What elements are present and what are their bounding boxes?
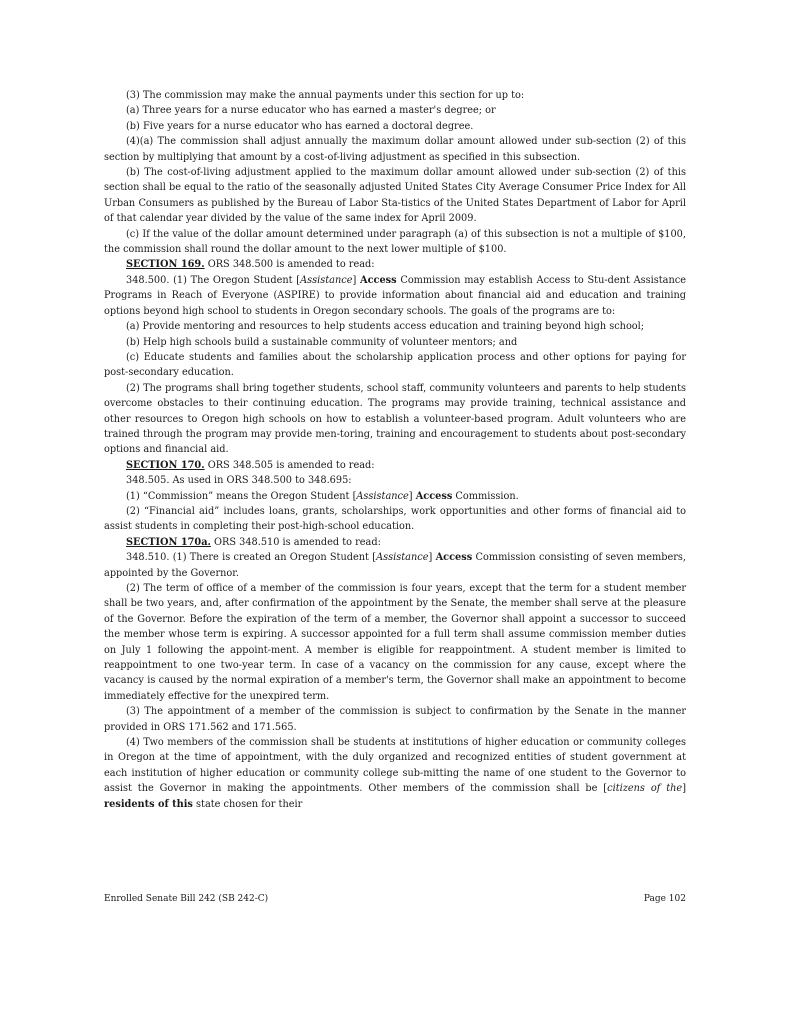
text-run: (a) Provide mentoring and resources to help students access education and training beyond high school; bbox=[126, 321, 645, 333]
section-heading bbox=[104, 535, 686, 550]
text-run: ] bbox=[428, 552, 436, 564]
text-run: (4)(a) The commission shall adjust annually the maximum dollar amount allowed under sub-section (2) of this section by multiplying that amount by a cost-of-living adjustment as specified in this subsection. bbox=[104, 136, 686, 163]
page-footer bbox=[104, 894, 686, 904]
paragraph bbox=[104, 473, 686, 488]
deleted-text: Assistance bbox=[300, 274, 353, 286]
text-run: ORS 348.500 is amended to read: bbox=[204, 259, 375, 271]
section-label: SECTION 170a. bbox=[126, 536, 211, 548]
paragraph bbox=[104, 165, 686, 227]
paragraph bbox=[104, 273, 686, 319]
footer-page-number: Page 102 bbox=[643, 894, 686, 904]
text-run: (3) The commission may make the annual payments under this section for up to: bbox=[126, 90, 525, 101]
paragraph bbox=[104, 350, 686, 381]
paragraph bbox=[104, 581, 686, 704]
section-heading bbox=[104, 458, 686, 473]
paragraph bbox=[104, 504, 686, 535]
text-run: ORS 348.510 is amended to read: bbox=[210, 536, 381, 548]
text-run: (c) If the value of the dollar amount determined under paragraph (a) of this subsection is not a multiple of $100, the commission shall round the dollar amount to the next lower multiple of $100. bbox=[104, 228, 686, 256]
text-run: ORS 348.505 is amended to read: bbox=[204, 459, 375, 471]
text-run: ] bbox=[352, 274, 361, 286]
paragraph bbox=[104, 489, 686, 504]
deleted-text: Assistance bbox=[356, 490, 409, 502]
inserted-text: Access bbox=[435, 552, 473, 564]
text-run: state chosen for their bbox=[192, 798, 303, 810]
document-body bbox=[104, 88, 686, 812]
text-run: (b) Help high schools build a sustainable community of volunteer mentors; and bbox=[126, 336, 518, 348]
text-run: (c) Educate students and families about the scholarship application process and other options for paying for post-secondary education. bbox=[104, 351, 686, 379]
text-run: Commission consisting of seven members, appointed by the Governor. bbox=[104, 552, 686, 579]
deleted-text: Assistance bbox=[376, 552, 429, 564]
paragraph bbox=[104, 88, 686, 103]
paragraph bbox=[104, 103, 686, 118]
footer-bill-title: Enrolled Senate Bill 242 (SB 242-C) bbox=[104, 894, 269, 904]
paragraph bbox=[104, 227, 686, 258]
text-run: (4) Two members of the commission shall be students at institutions of higher education or community colleges in Oregon at the time of appointment, with the duly organized and recognized entities of student government at each institution of higher education or community college sub-mitting the name of one student to the Governor to assist the Governor in making the appointments. Other members of the commission shall be [ bbox=[104, 737, 686, 795]
text-run: (1) “Commission” means the Oregon Student [ bbox=[126, 490, 357, 502]
text-run: Commission. bbox=[452, 490, 519, 502]
paragraph bbox=[104, 735, 686, 812]
text-run: ] bbox=[408, 490, 416, 502]
paragraph bbox=[104, 319, 686, 334]
text-run: 348.510. (1) There is created an Oregon Student [ bbox=[126, 552, 377, 564]
text-run: (2) The term of office of a member of the commission is four years, except that the term for a student member shall be two years, and, after confirmation of the appointment by the Senate, the member shall serve at the pleasure of the Governor. Before the expiration of the term of a member, the Governor shall appoint a successor to succeed the member whose term is expiring. A successor appointed for a full term shall assume commission member duties on July 1 following the appoint-ment. A member is eligible for reappointment. A student member is limited to reappointment to one two-year term. In case of a vacancy on the commission for any cause, except where the vacancy is caused by the normal expiration of a member's term, the Governor shall make an appointment to become immediately effective for the unexpired term. bbox=[104, 583, 686, 702]
text-run: 348.500. (1) The Oregon Student [ bbox=[126, 274, 301, 286]
paragraph bbox=[104, 119, 686, 134]
inserted-text: residents of this bbox=[104, 798, 193, 810]
text-run: (b) Five years for a nurse educator who has earned a doctoral degree. bbox=[126, 120, 474, 132]
paragraph bbox=[104, 704, 686, 735]
paragraph bbox=[104, 381, 686, 458]
section-label: SECTION 170. bbox=[126, 459, 205, 471]
text-run: (2) “Financial aid” includes loans, grants, scholarships, work opportunities and other forms of financial aid to assist students in completing their post-high-school education. bbox=[104, 505, 686, 533]
text-run: 348.505. As used in ORS 348.500 to 348.695: bbox=[126, 475, 352, 487]
section-label: SECTION 169. bbox=[126, 259, 205, 271]
section-heading bbox=[104, 257, 686, 272]
inserted-text: Access bbox=[415, 490, 453, 502]
deleted-text: citizens of the bbox=[607, 783, 683, 795]
text-run: (3) The appointment of a member of the commission is subject to confirmation by the Senate in the manner provided in ORS 171.562 and 171.565. bbox=[104, 706, 686, 733]
paragraph bbox=[104, 550, 686, 581]
text-run: ] bbox=[682, 783, 686, 795]
text-run: (b) The cost-of-living adjustment applied to the maximum dollar amount allowed under sub-section (2) of this section shall be equal to the ratio of the seasonally adjusted United States City Average Consumer Price Index for All Urban Consumers as published by the Bureau of Labor Sta-tistics of the United States Department of Labor for April of that calendar year divided by the value of the same index for April 2009. bbox=[104, 167, 686, 225]
paragraph bbox=[104, 134, 686, 165]
text-run: (a) Three years for a nurse educator who has earned a master's degree; or bbox=[126, 105, 496, 117]
text-run: (2) The programs shall bring together students, school staff, community volunteers and parents to help students overcome obstacles to their continuing education. The programs may provide training, technical assistance and other resources to Oregon high schools on how to establish a volunteer-based program. Adult volunteers who are trained through the program may provide men-toring, training and encouragement to students about post-secondary options and financial aid. bbox=[104, 382, 686, 456]
text-run: Commission may establish Access to Stu-dent Assistance Programs in Reach of Everyone (ASPIRE) to provide information about financial aid and education and training options beyond high school to students in Oregon secondary schools. The goals of the programs are to: bbox=[104, 274, 687, 317]
inserted-text: Access bbox=[360, 274, 397, 286]
paragraph bbox=[104, 335, 686, 350]
